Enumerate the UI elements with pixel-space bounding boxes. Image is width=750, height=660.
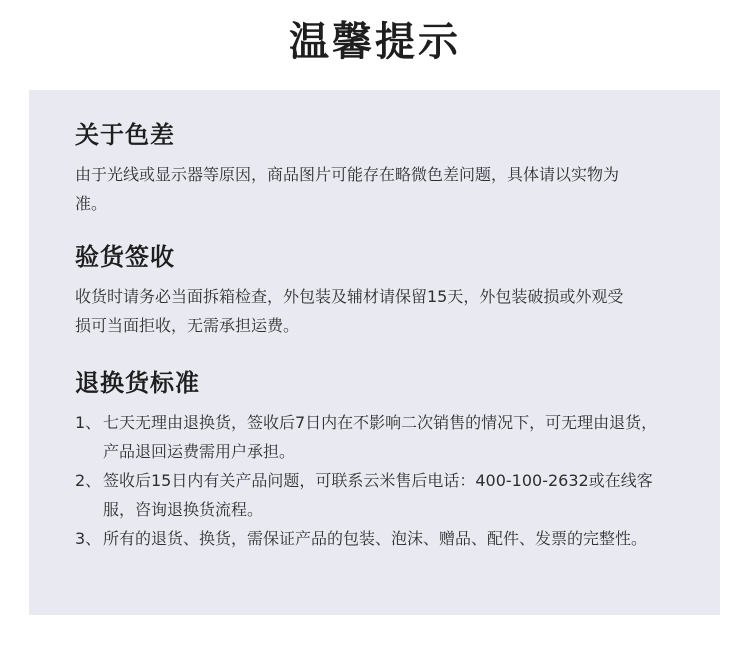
list-item-number: 1、 — [75, 413, 102, 432]
policy-list — [75, 408, 675, 553]
section-body: 由于光线或显示器等原因，商品图片可能存在略微色差问题，具体请以实物为准。 — [75, 165, 620, 213]
section-inspection-signoff — [75, 240, 675, 340]
list-item-number: 2、 — [75, 471, 102, 490]
list-item — [75, 524, 663, 553]
section-heading: 验货签收 — [75, 243, 175, 271]
list-item — [75, 408, 663, 466]
page-title: 温馨提示 — [289, 19, 461, 65]
section-body: 收货时请务必当面拆箱检查，外包装及辅材请保留15天，外包装破损或外观受损可当面拒收，无需承担运费。 — [75, 287, 624, 335]
list-item-text: 七天无理由退换货，签收后7日内在不影响二次销售的情况下，可无理由退货，产品退回运费需用户承担。 — [103, 413, 658, 461]
section-heading: 关于色差 — [75, 121, 175, 149]
section-heading: 退换货标准 — [75, 369, 200, 397]
list-item — [75, 466, 663, 524]
list-item-text: 所有的退货、换货，需保证产品的包装、泡沫、赠品、配件、发票的完整性。 — [103, 529, 648, 548]
list-item-number: 3、 — [75, 529, 102, 548]
section-color-difference — [75, 118, 675, 218]
section-return-policy — [75, 366, 675, 553]
list-item-text: 签收后15日内有关产品问题，可联系云米售后电话：400-100-2632或在线客服，咨询退换货流程。 — [103, 471, 653, 519]
